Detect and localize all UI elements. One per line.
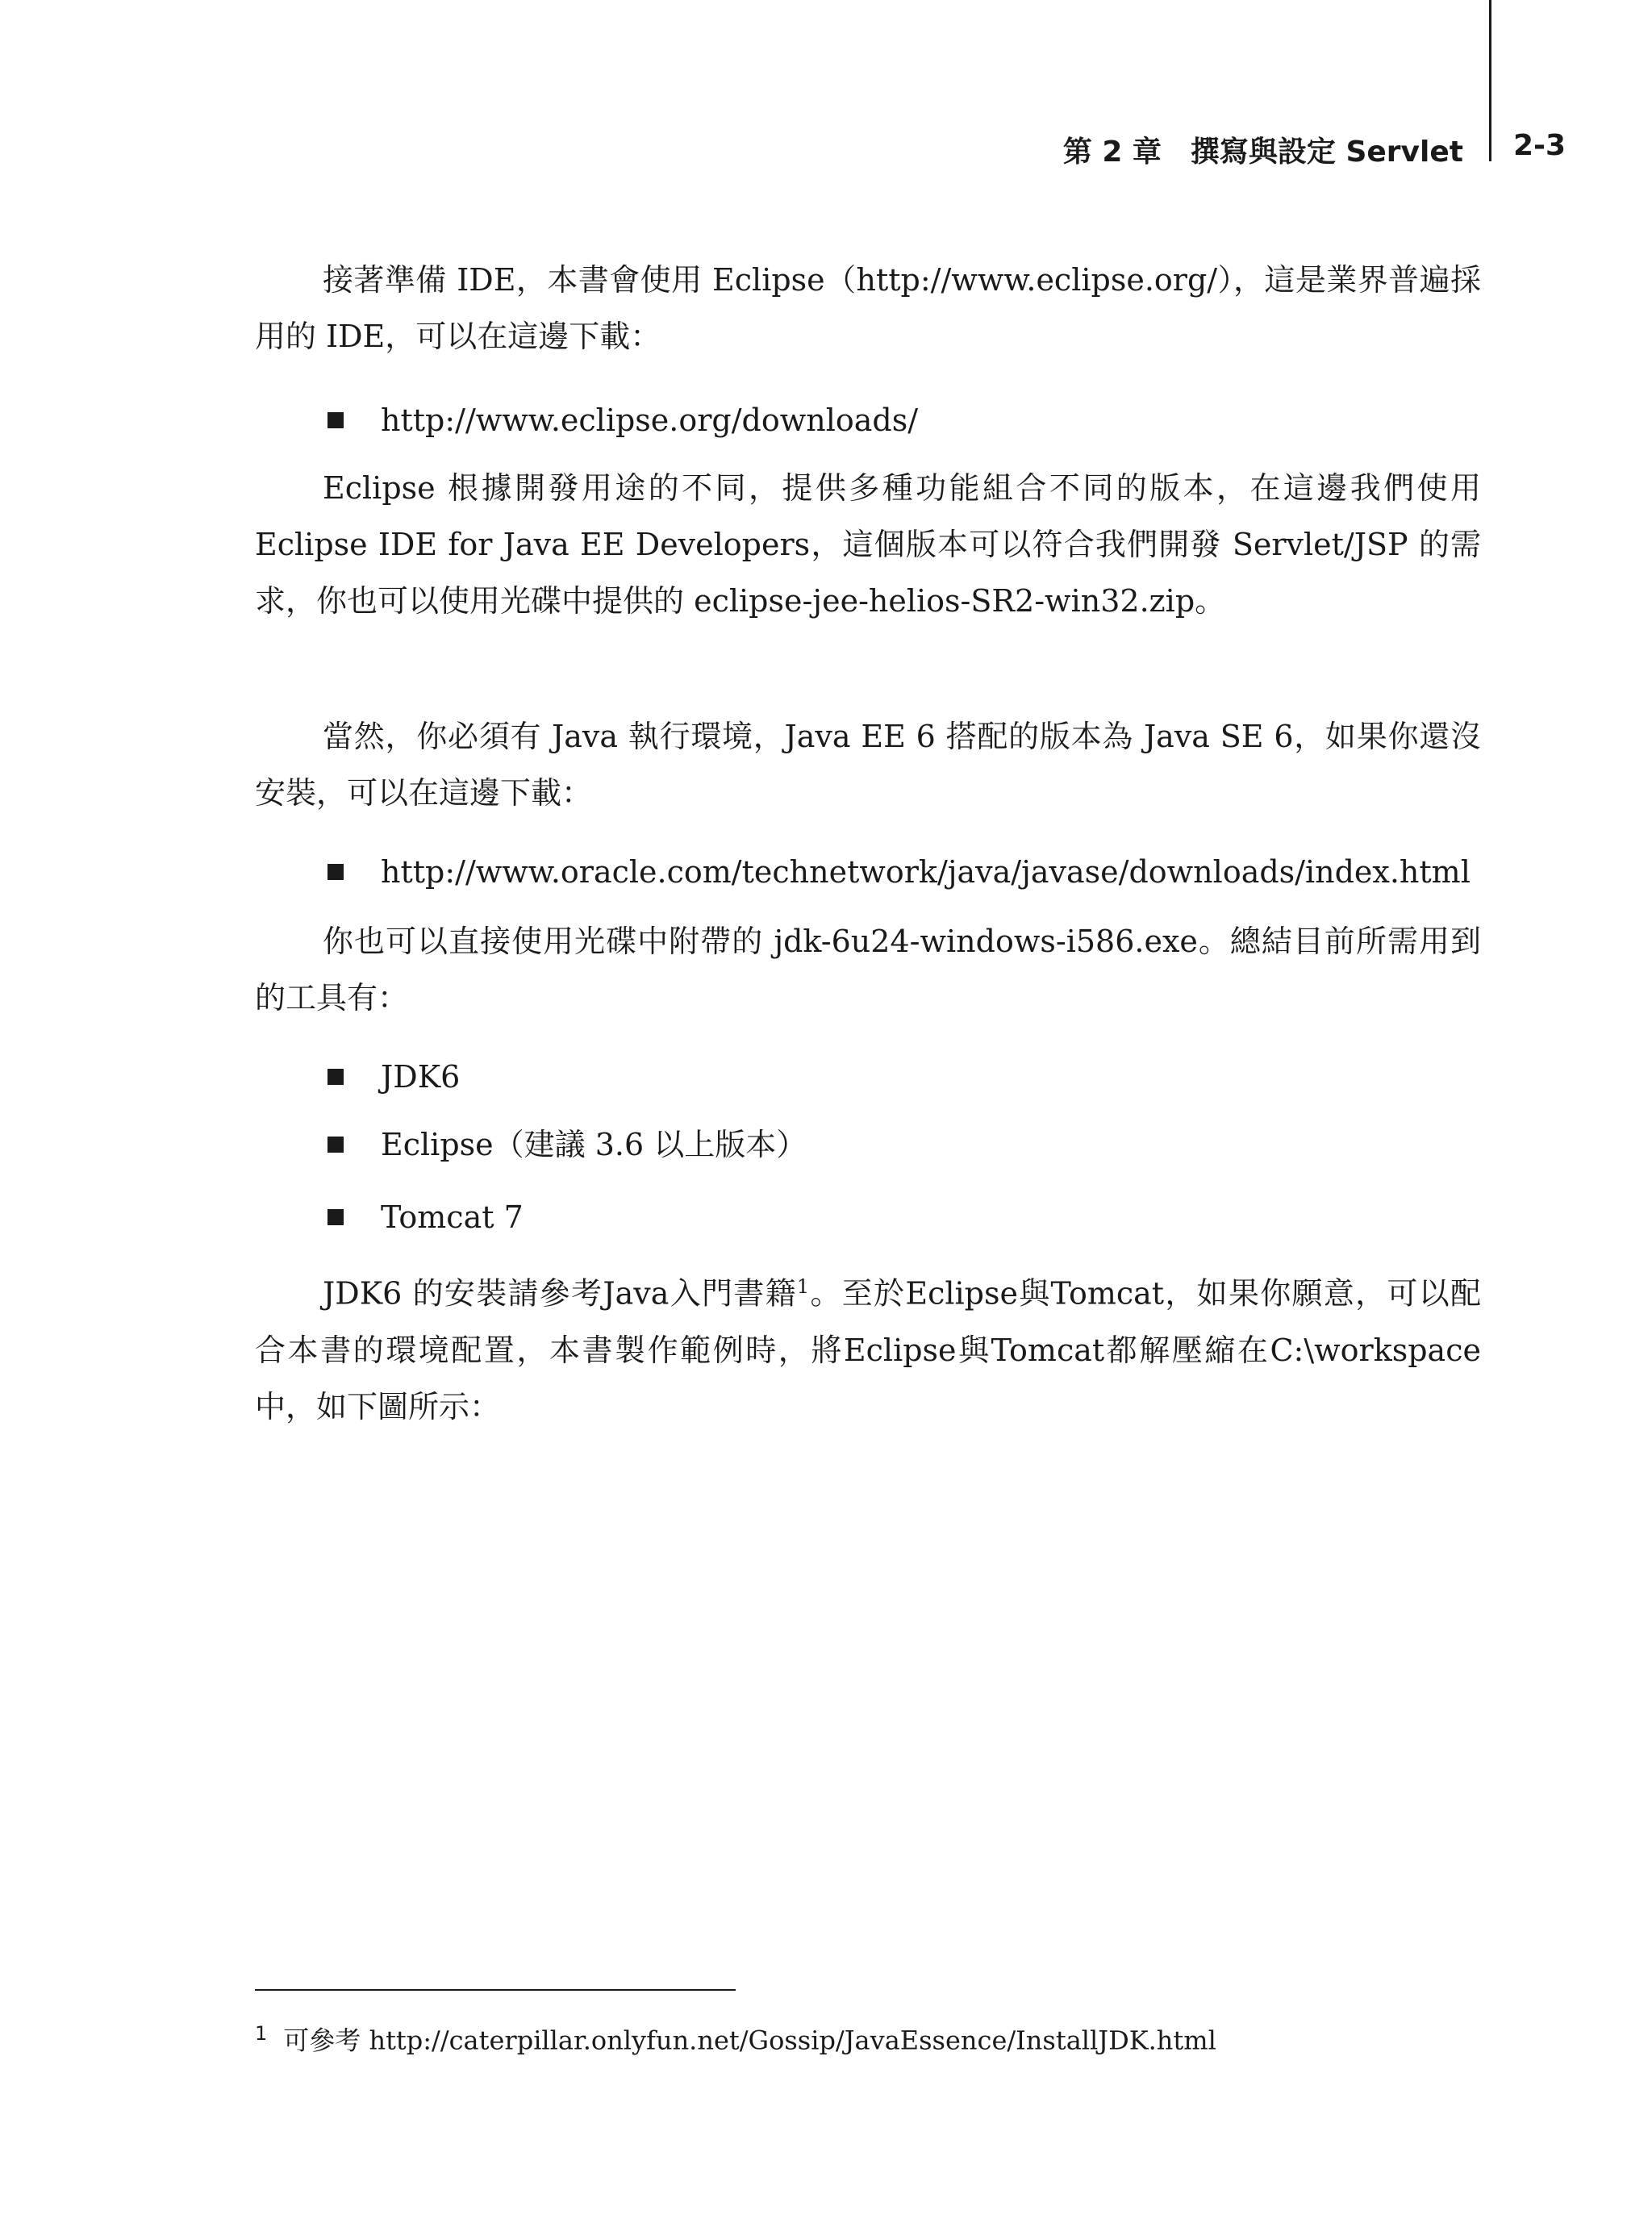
bullet-tool-eclipse xyxy=(327,1116,807,1173)
bullet-square-icon xyxy=(327,1069,344,1085)
page-number: 2-3 xyxy=(1513,129,1566,162)
bullet-tool-tomcat xyxy=(327,1189,524,1245)
bullet-square-icon xyxy=(327,864,344,880)
java-download-link[interactable]: http://www.oracle.com/technetwork/java/javase/downloads/index.html xyxy=(381,854,1471,890)
eclipse-download-link[interactable]: http://www.eclipse.org/downloads/ xyxy=(381,403,919,438)
footnote-reference: 1 xyxy=(796,1275,810,1298)
chapter-title: 第 2 章 撰寫與設定 Servlet xyxy=(1062,136,1463,169)
footnote-mark: 1 xyxy=(255,2022,268,2045)
footnote-divider xyxy=(255,1989,736,1991)
tool-item: JDK6 xyxy=(381,1059,461,1095)
bullet-java-url xyxy=(327,844,1471,900)
paragraph-jdk-summary: 你也可以直接使用光碟中附帶的 jdk-6u24-windows-i586.exe。總結目前所需用到的工具有： xyxy=(255,924,1481,1016)
tool-item: Tomcat 7 xyxy=(381,1199,524,1235)
bullet-eclipse-url xyxy=(327,392,918,448)
bullet-tool-jdk xyxy=(327,1049,460,1105)
header-divider xyxy=(1489,0,1491,161)
install-text-part2: 。至於Eclipse與Tomcat，如果你願意，可以配合本書的環境配置，本書製作範例時，將Eclipse與Tomcat都解壓縮在C:\workspace中，如下圖所示： xyxy=(255,1275,1481,1424)
paragraph-install-setup xyxy=(255,1258,1481,1435)
tool-item: Eclipse（建議 3.6 以上版本） xyxy=(381,1127,807,1162)
paragraph-eclipse-versions: Eclipse 根據開發用途的不同，提供多種功能組合不同的版本，在這邊我們使用 Eclipse IDE for Java EE Developers，這個版本可以符合我們開發 Servlet/JSP 的需求，你也可以使用光碟中提供的 eclipse-jee-helios-SR2-win32.zip。 xyxy=(255,470,1481,619)
install-text-part1: JDK6 的安裝請參考Java入門書籍 xyxy=(323,1275,797,1312)
paragraph-java-runtime: 當然，你必須有 Java 執行環境，Java EE 6 搭配的版本為 Java SE 6，如果你還沒安裝，可以在這邊下載： xyxy=(255,719,1481,811)
footnote-text: 可參考 http://caterpillar.onlyfun.net/Gossip/JavaEssence/InstallJDK.html xyxy=(283,2025,1216,2056)
bullet-square-icon xyxy=(327,412,344,428)
bullet-square-icon xyxy=(327,1137,344,1153)
bullet-square-icon xyxy=(327,1209,344,1225)
paragraph-ide-intro: 接著準備 IDE，本書會使用 Eclipse（http://www.eclipse.org/），這是業界普遍採用的 IDE，可以在這邊下載： xyxy=(255,262,1481,354)
footnote xyxy=(255,2013,1216,2061)
